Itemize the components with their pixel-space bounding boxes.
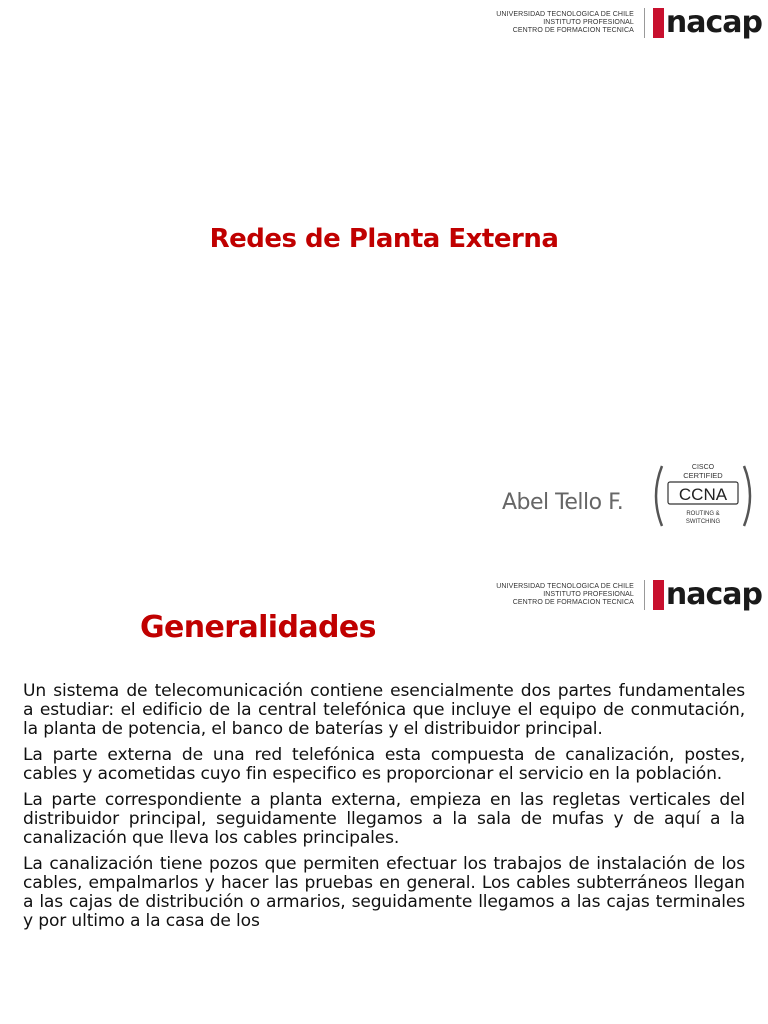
university-line: UNIVERSIDAD TECNOLOGICA DE CHILE [496,583,634,590]
logo-divider [644,8,645,38]
university-text [496,11,634,35]
university-line: CENTRO DE FORMACION TECNICA [512,599,634,606]
header-logos [496,6,762,40]
badge-line-certified: CERTIFIED [683,471,723,480]
inacap-logo-mark [653,8,664,38]
university-line: CENTRO DE FORMACION TECNICA [512,27,634,34]
badge-line-routing: ROUTING & [686,511,720,517]
paragraph: Un sistema de telecomunicación contiene esencialmente dos partes fundamentales a estudiar: el edificio de la central telefónica que incluye el equipo de conmutación, la planta de potencia, el banco de baterías y el distribuidor principal. [23,681,745,739]
ccna-badge-icon [648,460,758,532]
badge-line-cisco: CISCO [691,464,715,471]
section-heading: Generalidades [140,610,376,645]
content-slide [0,572,768,1024]
university-line: INSTITUTO PROFESIONAL [543,591,634,598]
header-logos [496,578,762,612]
paragraph: La canalización tiene pozos que permiten efectuar los trabajos de instalación de los cables, empalmarlos y hacer las pruebas en general. Los cables subterráneos llegan a las cajas de distribución o armarios, seguidamente llegamos a las cajas terminales y por ultimo a la casa de los [23,854,745,931]
university-line: UNIVERSIDAD TECNOLOGICA DE CHILE [496,11,634,18]
badge-line-ccna: CCNA [678,485,728,504]
body-text [23,682,745,938]
inacap-wordmark: nacap [665,5,762,40]
university-text [496,583,634,607]
inacap-logo [653,5,762,40]
paragraph: La parte externa de una red telefónica esta compuesta de canalización, postes, cables y acometidas cuyo fin especifico es proporcionar el servicio en la población. [23,745,745,784]
author-name: Abel Tello F. [502,490,624,515]
slide-title: Redes de Planta Externa [209,224,559,254]
badge-line-switching: SWITCHING [685,519,721,525]
logo-divider [644,580,645,610]
inacap-wordmark: nacap [665,577,762,612]
university-line: INSTITUTO PROFESIONAL [543,19,634,26]
inacap-logo-mark [653,580,664,610]
inacap-logo [653,577,762,612]
paragraph: La parte correspondiente a planta externa, empieza en las regletas verticales del distribuidor principal, seguidamente llegamos a la sala de mufas y de aquí a la canalización que lleva los cables principales. [23,790,745,848]
